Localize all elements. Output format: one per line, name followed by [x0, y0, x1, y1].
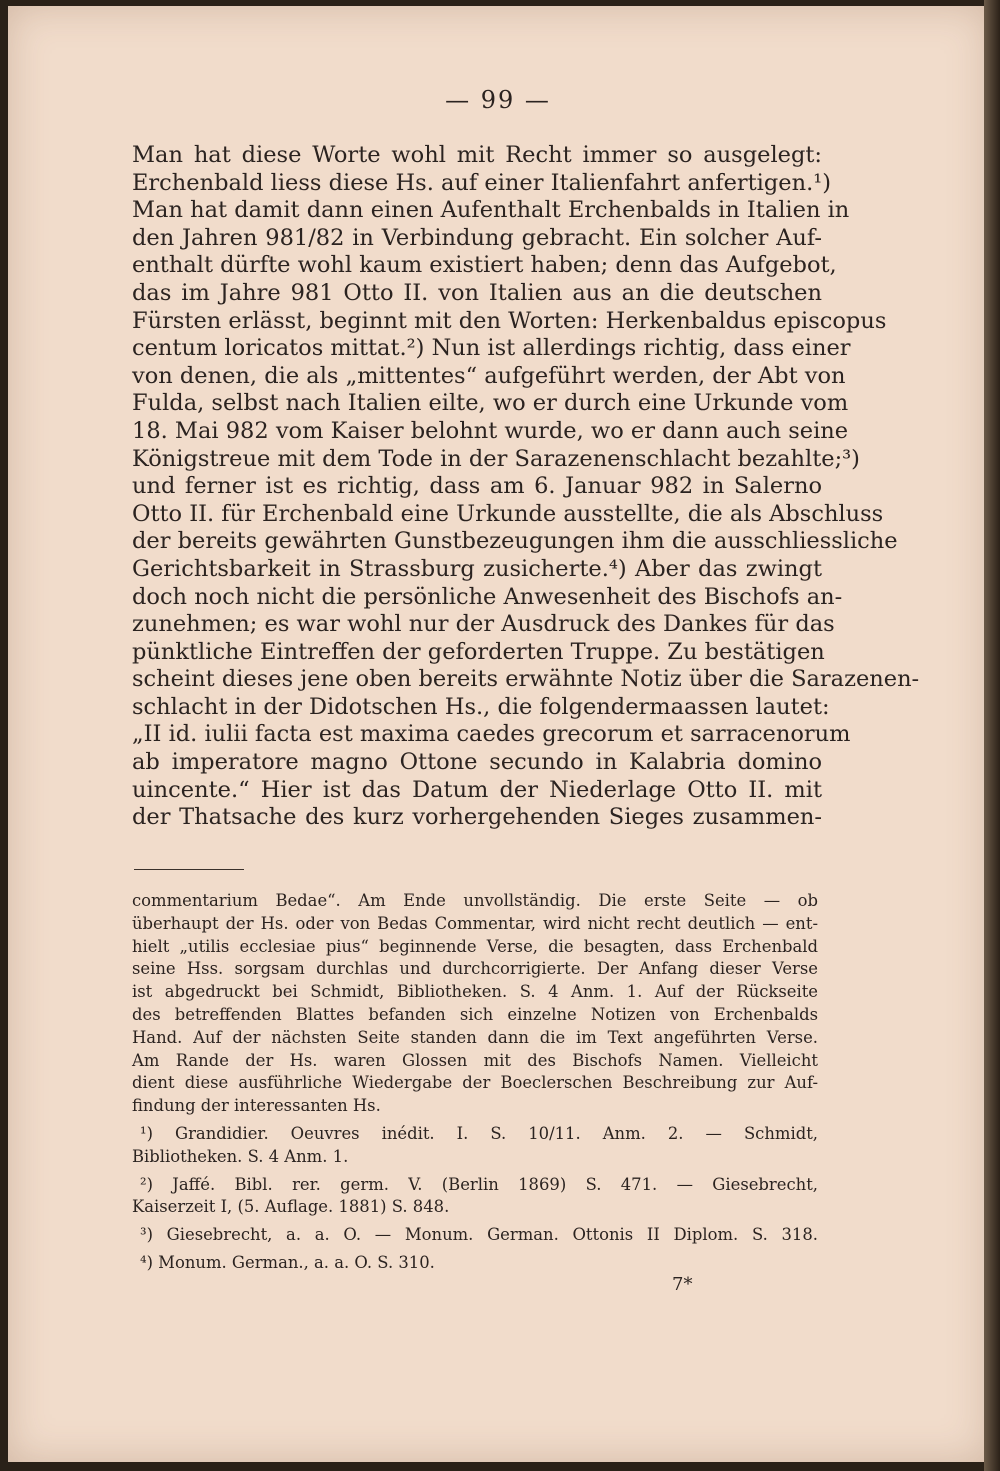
main-text [132, 142, 920, 832]
text-line: ab imperatore magno Ottone secundo in Kalabria domino [132, 749, 822, 776]
text-line: centum loricatos mittat.²) Nun ist allerdings richtig, dass einer [132, 335, 851, 362]
footnote-2: ²) Jaffé. Bibl. rer. germ. V. (Berlin 1869) S. 471. — Giesebrecht, [140, 1174, 818, 1194]
text-line: doch noch nicht die persönliche Anwesenheit des Bischofs an- [132, 583, 843, 610]
footnote-3: ³) Giesebrecht, a. a. O. — Monum. German. Ottonis II Diplom. S. 318. [140, 1225, 818, 1245]
footnote-line: Kaiserzeit I, (5. Auflage. 1881) S. 848. [132, 1197, 450, 1217]
text-line: pünktliche Eintreffen der geforderten Truppe. Zu bestätigen [132, 638, 825, 665]
footnote-line: dient diese ausführliche Wiedergabe der Boeclerschen Beschreibung zur Auf- [132, 1073, 818, 1093]
text-line: 18. Mai 982 vom Kaiser belohnt wurde, wo er dann auch seine [132, 417, 849, 444]
text-line: Gerichtsbarkeit in Strassburg zusicherte.⁴) Aber das zwingt [132, 555, 822, 582]
text-line: Man hat diese Worte wohl mit Recht immer so ausgelegt: [132, 142, 822, 168]
text-line: uincente.“ Hier ist das Datum der Niederlage Otto II. mit [132, 776, 822, 803]
footnote-1: ¹) Grandidier. Oeuvres inédit. I. S. 10/11. Anm. 2. — Schmidt, [140, 1123, 818, 1143]
footnote-line: des betreffenden Blattes befanden sich einzelne Notizen von Erchenbalds [132, 1004, 818, 1024]
text-line: der Thatsache des kurz vorhergehenden Sieges zusammen- [132, 804, 822, 831]
footnote-line: überhaupt der Hs. oder von Bedas Commentar, wird nicht recht deutlich — ent- [132, 913, 818, 933]
footnote-divider [134, 869, 244, 870]
text-line: den Jahren 981/82 in Verbindung gebracht. Ein solcher Auf- [132, 224, 822, 251]
footnote-line: Bibliotheken. S. 4 Anm. 1. [132, 1146, 349, 1166]
footnote-line: ist abgedruckt bei Schmidt, Bibliotheken. S. 4 Anm. 1. Auf der Rückseite [132, 982, 818, 1002]
footnote-4: ⁴) Monum. German., a. a. O. S. 310. [140, 1252, 435, 1272]
text-line: Königstreue mit dem Tode in der Sarazenenschlacht bezahlte;³) [132, 445, 860, 472]
text-line: zunehmen; es war wohl nur der Ausdruck des Dankes für das [132, 611, 835, 638]
text-line: das im Jahre 981 Otto II. von Italien aus an die deutschen [132, 279, 822, 306]
footnote-line: seine Hss. sorgsam durchlas und durchcorrigierte. Der Anfang dieser Verse [132, 959, 818, 979]
text-line: und ferner ist es richtig, dass am 6. Januar 982 in Salerno [132, 473, 822, 500]
text-line: Fulda, selbst nach Italien eilte, wo er durch eine Urkunde vom [132, 390, 849, 417]
text-line: Erchenbald liess diese Hs. auf einer Italienfahrt anfertigen.¹) [132, 169, 832, 196]
signature-mark: 7* [672, 1274, 693, 1295]
text-line: „II id. iulii facta est maxima caedes grecorum et sarracenorum [132, 721, 851, 748]
text-line: schlacht in der Didotschen Hs., die folgendermaassen lautet: [132, 693, 830, 720]
text-line: enthalt dürfte wohl kaum existiert haben; denn das Aufgebot, [132, 252, 837, 279]
footnote-line: Hand. Auf der nächsten Seite standen dann die im Text angeführten Verse. [132, 1027, 818, 1047]
book-page [8, 6, 988, 1462]
text-line: scheint dieses jene oben bereits erwähnte Notiz über die Sarazenen- [132, 666, 920, 693]
footnotes [132, 890, 818, 1275]
text-line: von denen, die als „mittentes“ aufgeführt werden, der Abt von [132, 362, 846, 389]
footnote-line: findung der interessanten Hs. [132, 1096, 381, 1116]
footnote-line: Am Rande der Hs. waren Glossen mit des Bischofs Namen. Vielleicht [132, 1050, 818, 1070]
text-line: Otto II. für Erchenbald eine Urkunde ausstellte, die als Abschluss [132, 500, 884, 527]
text-line: Man hat damit dann einen Aufenthalt Erchenbalds in Italien in [132, 197, 850, 224]
footnote-line: hielt „utilis ecclesiae pius“ beginnende Verse, die besagten, dass Erchenbald [132, 936, 818, 956]
text-line: Fürsten erlässt, beginnt mit den Worten: Herkenbaldus episcopus [132, 307, 887, 334]
book-spine [984, 0, 1000, 1471]
footnote-line: commentarium Bedae“. Am Ende unvollständig. Die erste Seite — ob [132, 891, 818, 910]
text-line: der bereits gewährten Gunstbezeugungen ihm die ausschliessliche [132, 528, 898, 555]
page-number: — 99 — [445, 86, 551, 114]
